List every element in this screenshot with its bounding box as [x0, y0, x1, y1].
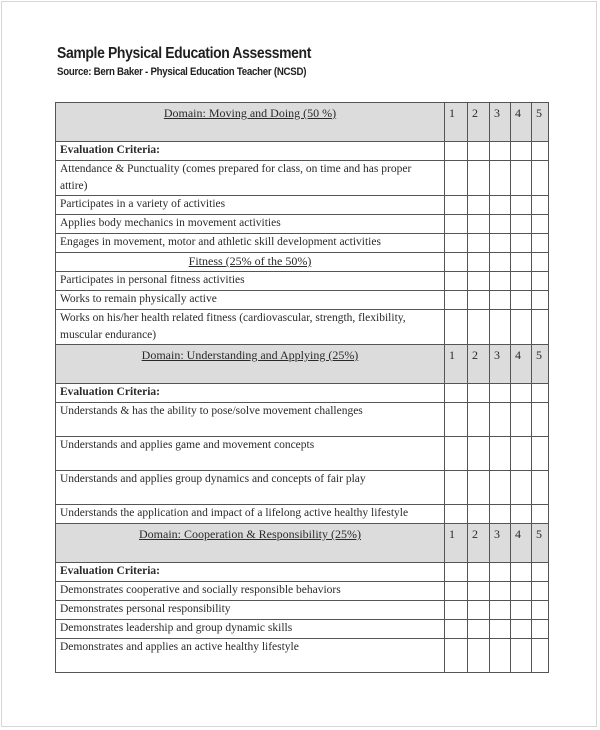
score-cell[interactable] [532, 196, 549, 215]
criteria-row [56, 291, 549, 310]
score-cell[interactable] [511, 505, 532, 524]
criteria-row [56, 471, 549, 505]
criteria-row [56, 639, 549, 673]
scale-3-header: 3 [490, 524, 511, 563]
score-cell[interactable] [490, 234, 511, 253]
score-cell[interactable] [511, 142, 532, 161]
eval-criteria-row [56, 563, 549, 582]
criteria-text: Demonstrates personal responsibility [56, 601, 445, 620]
scale-1-header: 1 [445, 345, 468, 384]
domain-header-understanding-applying [56, 345, 549, 384]
score-cell[interactable] [490, 291, 511, 310]
score-cell[interactable] [468, 142, 490, 161]
score-cell[interactable] [490, 505, 511, 524]
scale-2-header: 2 [468, 524, 490, 563]
score-cell[interactable] [511, 582, 532, 601]
score-cell[interactable] [490, 253, 511, 272]
score-cell[interactable] [445, 291, 468, 310]
criteria-text: Works on his/her health related fitness (cardiovascular, strength, flexibility, muscular endurance) [56, 310, 445, 345]
score-cell[interactable] [532, 563, 549, 582]
eval-criteria-row [56, 142, 549, 161]
scale-1-header: 1 [445, 103, 468, 142]
scale-5-header: 5 [532, 524, 549, 563]
score-cell[interactable] [532, 620, 549, 639]
score-cell[interactable] [490, 563, 511, 582]
domain-title: Domain: Cooperation & Responsibility (25%) [56, 524, 445, 563]
criteria-text: Understands the application and impact of a lifelong active healthy lifestyle [56, 505, 445, 524]
score-cell[interactable] [468, 272, 490, 291]
criteria-text: Understands & has the ability to pose/solve movement challenges [56, 403, 445, 437]
score-cell[interactable] [511, 161, 532, 196]
fitness-title: Fitness (25% of the 50%) [56, 253, 445, 272]
score-cell[interactable] [490, 196, 511, 215]
score-cell[interactable] [468, 234, 490, 253]
score-cell[interactable] [445, 161, 468, 196]
eval-criteria-label: Evaluation Criteria: [56, 563, 445, 582]
eval-criteria-row [56, 384, 549, 403]
score-cell[interactable] [490, 601, 511, 620]
score-cell[interactable] [532, 471, 549, 505]
scale-2-header: 2 [468, 103, 490, 142]
criteria-text: Understands and applies group dynamics and concepts of fair play [56, 471, 445, 505]
score-cell[interactable] [445, 471, 468, 505]
criteria-row [56, 505, 549, 524]
score-cell[interactable] [511, 272, 532, 291]
score-cell[interactable] [490, 272, 511, 291]
criteria-text: Engages in movement, motor and athletic skill development activities [56, 234, 445, 253]
score-cell[interactable] [445, 234, 468, 253]
score-cell[interactable] [511, 437, 532, 471]
score-cell[interactable] [532, 582, 549, 601]
score-cell[interactable] [490, 310, 511, 345]
score-cell[interactable] [532, 403, 549, 437]
score-cell[interactable] [532, 215, 549, 234]
score-cell[interactable] [511, 471, 532, 505]
score-cell[interactable] [445, 142, 468, 161]
domain-header-moving-doing [56, 103, 549, 142]
score-cell[interactable] [445, 437, 468, 471]
scale-5-header: 5 [532, 345, 549, 384]
criteria-text: Understands and applies game and movement concepts [56, 437, 445, 471]
eval-criteria-label: Evaluation Criteria: [56, 142, 445, 161]
score-cell[interactable] [490, 142, 511, 161]
score-cell[interactable] [511, 601, 532, 620]
score-cell[interactable] [445, 384, 468, 403]
criteria-row [56, 403, 549, 437]
score-cell[interactable] [532, 234, 549, 253]
score-cell[interactable] [445, 403, 468, 437]
score-cell[interactable] [468, 505, 490, 524]
score-cell[interactable] [511, 196, 532, 215]
domain-title: Domain: Understanding and Applying (25%) [56, 345, 445, 384]
score-cell[interactable] [445, 620, 468, 639]
scale-5-header: 5 [532, 103, 549, 142]
scale-4-header: 4 [511, 524, 532, 563]
score-cell[interactable] [532, 310, 549, 345]
score-cell[interactable] [468, 471, 490, 505]
criteria-row [56, 310, 549, 345]
score-cell[interactable] [468, 437, 490, 471]
domain-title: Domain: Moving and Doing (50 %) [56, 103, 445, 142]
score-cell[interactable] [532, 505, 549, 524]
score-cell[interactable] [468, 161, 490, 196]
criteria-row [56, 437, 549, 471]
document-subtitle: Source: Bern Baker - Physical Education Teacher (NCSD) [57, 66, 307, 78]
scale-3-header: 3 [490, 103, 511, 142]
score-cell[interactable] [490, 620, 511, 639]
score-cell[interactable] [445, 639, 468, 673]
score-cell[interactable] [511, 384, 532, 403]
score-cell[interactable] [445, 253, 468, 272]
score-cell[interactable] [511, 310, 532, 345]
score-cell[interactable] [532, 253, 549, 272]
scale-3-header: 3 [490, 345, 511, 384]
score-cell[interactable] [490, 582, 511, 601]
score-cell[interactable] [490, 161, 511, 196]
score-cell[interactable] [468, 253, 490, 272]
score-cell[interactable] [532, 272, 549, 291]
score-cell[interactable] [468, 582, 490, 601]
score-cell[interactable] [532, 142, 549, 161]
score-cell[interactable] [445, 505, 468, 524]
criteria-row [56, 601, 549, 620]
scale-4-header: 4 [511, 103, 532, 142]
score-cell[interactable] [511, 291, 532, 310]
score-cell[interactable] [468, 563, 490, 582]
score-cell[interactable] [490, 471, 511, 505]
criteria-row [56, 161, 549, 196]
score-cell[interactable] [511, 234, 532, 253]
score-cell[interactable] [468, 384, 490, 403]
criteria-text: Demonstrates leadership and group dynamic skills [56, 620, 445, 639]
score-cell[interactable] [490, 384, 511, 403]
score-cell[interactable] [445, 196, 468, 215]
score-cell[interactable] [532, 639, 549, 673]
score-cell[interactable] [490, 639, 511, 673]
score-cell[interactable] [532, 161, 549, 196]
criteria-row [56, 272, 549, 291]
score-cell[interactable] [490, 403, 511, 437]
score-cell[interactable] [490, 437, 511, 471]
criteria-row [56, 582, 549, 601]
score-cell[interactable] [511, 563, 532, 582]
criteria-row [56, 196, 549, 215]
score-cell[interactable] [468, 403, 490, 437]
criteria-row [56, 234, 549, 253]
score-cell[interactable] [532, 384, 549, 403]
score-cell[interactable] [445, 582, 468, 601]
scale-1-header: 1 [445, 524, 468, 563]
score-cell[interactable] [468, 215, 490, 234]
document-title: Sample Physical Education Assessment [57, 45, 312, 62]
criteria-text: Works to remain physically active [56, 291, 445, 310]
criteria-row [56, 620, 549, 639]
score-cell[interactable] [468, 620, 490, 639]
score-cell[interactable] [490, 215, 511, 234]
criteria-text: Applies body mechanics in movement activities [56, 215, 445, 234]
score-cell[interactable] [511, 639, 532, 673]
criteria-text: Participates in personal fitness activities [56, 272, 445, 291]
score-cell[interactable] [511, 215, 532, 234]
fitness-subheader [56, 253, 549, 272]
score-cell[interactable] [511, 253, 532, 272]
score-cell[interactable] [445, 310, 468, 345]
score-cell[interactable] [468, 196, 490, 215]
score-cell[interactable] [532, 601, 549, 620]
score-cell[interactable] [468, 310, 490, 345]
scale-2-header: 2 [468, 345, 490, 384]
score-cell[interactable] [445, 272, 468, 291]
criteria-text: Demonstrates and applies an active healthy lifestyle [56, 639, 445, 673]
criteria-text: Demonstrates cooperative and socially responsible behaviors [56, 582, 445, 601]
criteria-row [56, 215, 549, 234]
criteria-text: Participates in a variety of activities [56, 196, 445, 215]
score-cell[interactable] [532, 291, 549, 310]
score-cell[interactable] [468, 601, 490, 620]
score-cell[interactable] [468, 639, 490, 673]
score-cell[interactable] [445, 215, 468, 234]
assessment-table [55, 102, 549, 673]
criteria-text: Attendance & Punctuality (comes prepared for class, on time and has proper attire) [56, 161, 445, 196]
eval-criteria-label: Evaluation Criteria: [56, 384, 445, 403]
score-cell[interactable] [511, 403, 532, 437]
score-cell[interactable] [445, 563, 468, 582]
domain-header-cooperation-responsibility [56, 524, 549, 563]
score-cell[interactable] [532, 437, 549, 471]
scale-4-header: 4 [511, 345, 532, 384]
score-cell[interactable] [468, 291, 490, 310]
score-cell[interactable] [511, 620, 532, 639]
score-cell[interactable] [445, 601, 468, 620]
